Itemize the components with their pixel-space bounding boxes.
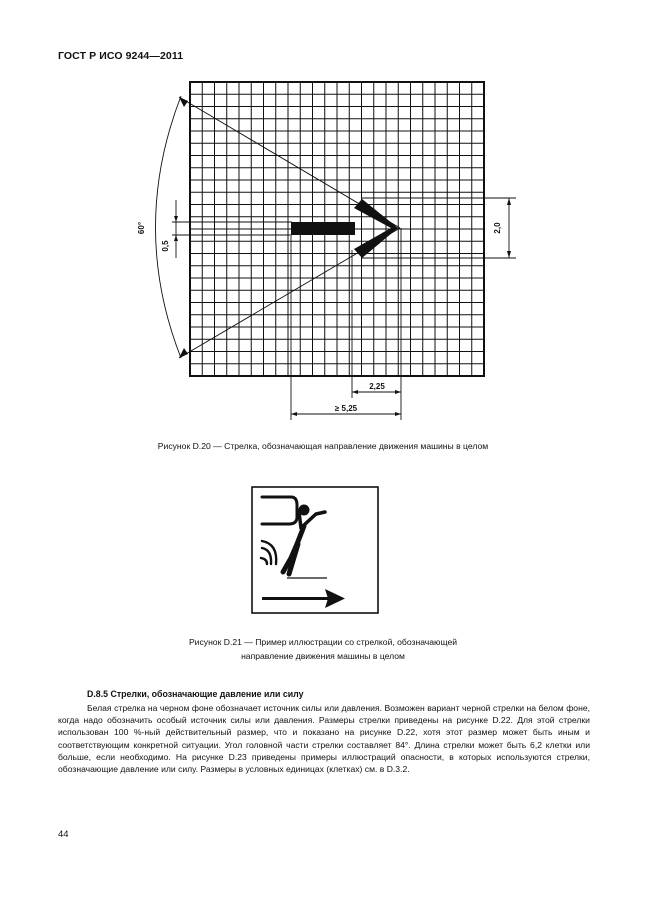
head-length-label: 2,25 xyxy=(369,382,385,391)
paragraph-text: Белая стрелка на черном фоне обозначает источник силы или давления. Возможен вариант черной стрелки на белом фоне, когда надо обозначить особый источник силы или давления. Размеры стрелки приведены на рисунке D.22. Для этой стрелки использован 100 %-ный действительный размер, что и показано на рисунке D.22, хотя этот размер может быть иным и соответствующим конкретной ситуации. Угол головной части стрелки составляет 84°. Длина стрелки может быть 6,2 клетки или больше, если необходимо. На рисунке D.23 приведены примеры иллюстраций опасности, в которых используются стрелки, обозначающие давление или силу. Размеры в условных единицах (клетках) см. в D.3.2. xyxy=(58,703,590,775)
height-label: 2,0 xyxy=(493,222,502,234)
section-title: D.8.5 Стрелки, обозначающие давление или силу xyxy=(87,689,304,699)
figure-d20-caption: Рисунок D.20 — Стрелка, обозначающая направление движения машины в целом xyxy=(157,441,489,451)
illustration-frame xyxy=(252,487,378,613)
offset-label: 0,5 xyxy=(161,240,170,252)
figure-d21-illustration xyxy=(251,486,379,614)
page-number: 44 xyxy=(58,829,69,840)
figure-d21-caption-line1: Рисунок D.21 — Пример иллюстрации со стрелкой, обозначающей xyxy=(188,637,458,647)
figure-d20-arrow-grid xyxy=(0,0,646,440)
angle-label: 60° xyxy=(137,221,146,235)
total-length-label: ≥ 5,25 xyxy=(334,404,358,413)
dimension-arrowheads xyxy=(174,97,511,416)
figure-d21-caption-line2: направление движения машины в целом xyxy=(241,650,405,661)
construction-lines xyxy=(156,96,517,420)
figure-d21-caption xyxy=(0,636,646,663)
section-paragraph xyxy=(58,702,590,775)
document-header: ГОСТ Р ИСО 9244—2011 xyxy=(58,50,184,62)
